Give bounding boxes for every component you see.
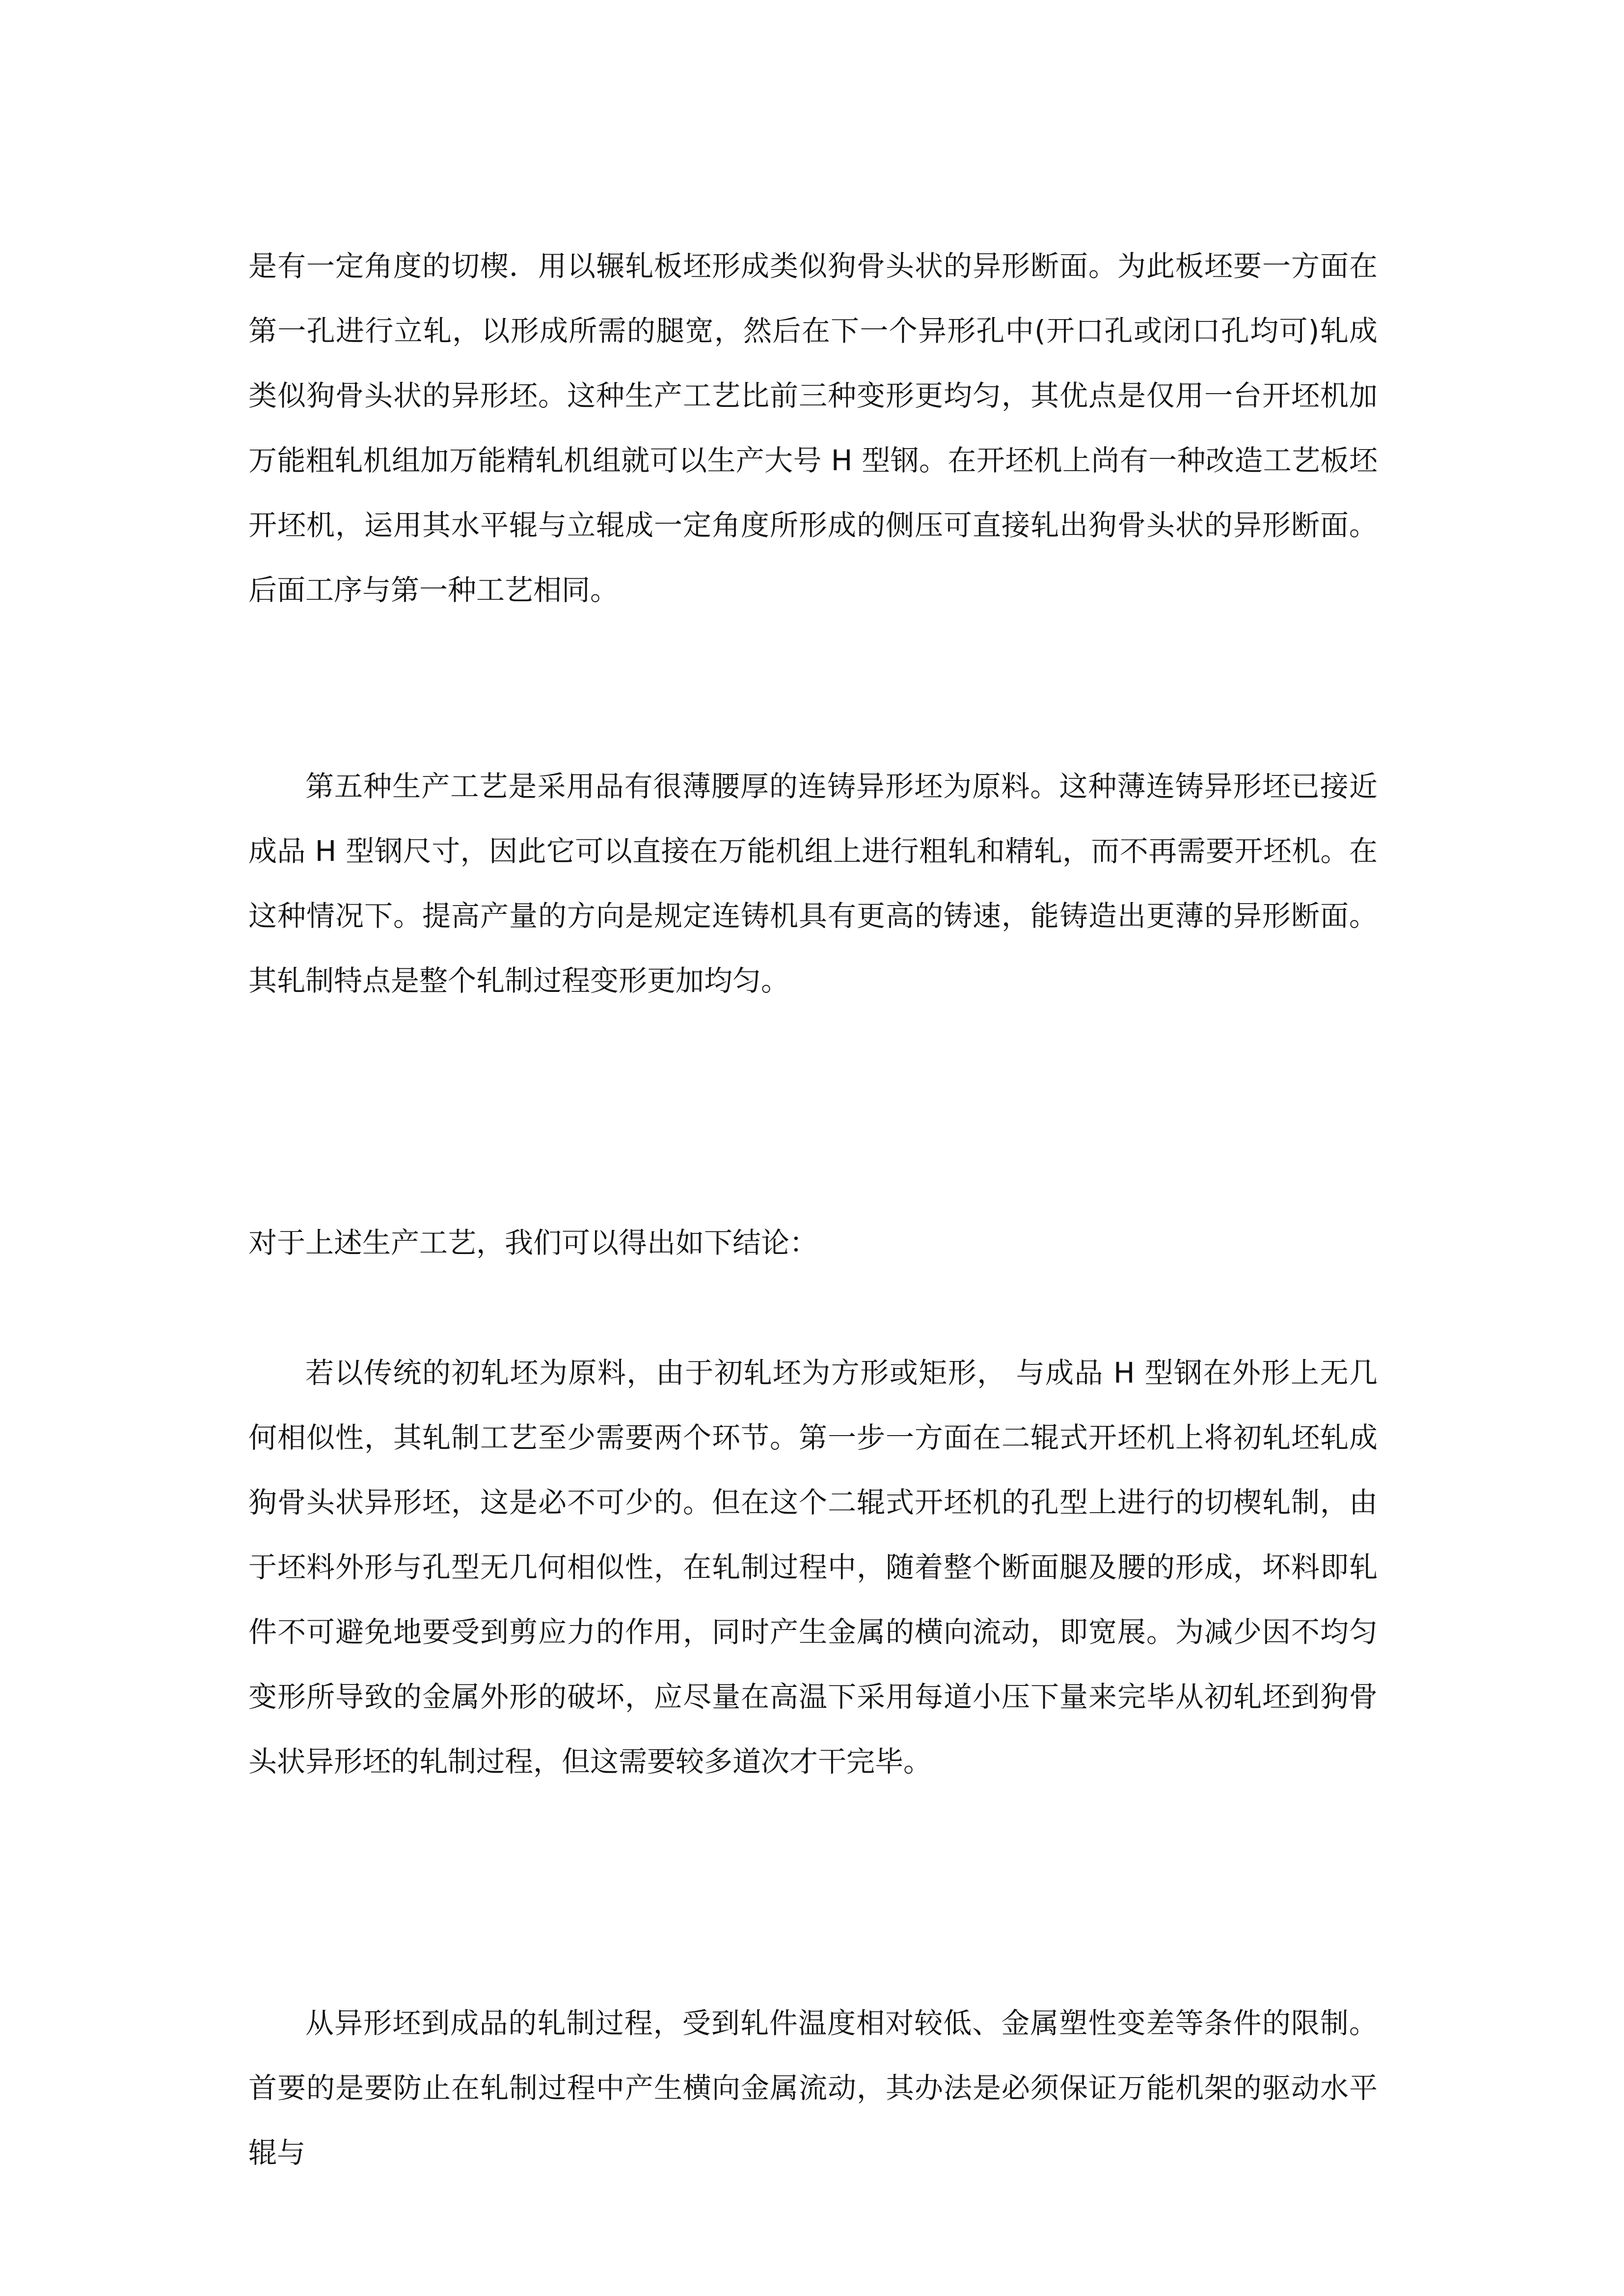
paragraph-3: 对于上述生产工艺，我们可以得出如下结论： <box>248 1226 818 1259</box>
paragraph-1: 是有一定角度的切楔．用以辗轧板坯形成类似狗骨头状的异形断面。为此板坯要一方面在第一孔进行立轧，以形成所需的腿宽，然后在下一个异形孔中(开口孔或闭口孔均可)轧成类似狗骨头状的异形坯。这种生产工艺比前三种变形更均匀，其优点是仅用一台开坯机加万能粗轧机组加万能精轧机组就可以生产大号 H 型钢。在开坯机上尚有一种改造工艺板坯开坯机，运用其水平辊与立辊成一定角度所形成的侧压可直接轧出狗骨头状的异形断面。后面工序与第一种工艺相同。 <box>248 249 1378 607</box>
paragraph-4: 若以传统的初轧坯为原料，由于初轧坯为方形或矩形， 与成品 H 型钢在外形上无几何相似性，其轧制工艺至少需要两个环节。第一步一方面在二辊式开坯机上将初轧坯轧成狗骨头状异形坯，这是必不可少的。但在这个二辊式开坯机的孔型上进行的切楔轧制，由于坯料外形与孔型无几何相似性，在轧制过程中，随着整个断面腿及腰的形成，坏料即轧件不可避免地要受到剪应力的作用，同时产生金属的横向流动，即宽展。为减少因不均匀变形所导致的金属外形的破坏，应尽量在高温下采用每道小压下量来完毕从初轧坯到狗骨头状异形坯的轧制过程，但这需要较多道次才干完毕。 <box>248 1356 1378 1778</box>
paragraph-2: 第五种生产工艺是采用品有很薄腰厚的连铸异形坯为原料。这种薄连铸异形坯已接近成品 H 型钢尺寸，因此它可以直接在万能机组上进行粗轧和精轧，而不再需要开坯机。在这种情况下。提高产量的方向是规定连铸机具有更高的铸速，能铸造出更薄的异形断面。其轧制特点是整个轧制过程变形更加均匀。 <box>248 770 1378 997</box>
paragraph-5: 从异形坯到成品的轧制过程，受到轧件温度相对较低、金属塑性变差等条件的限制。首要的是要防止在轧制过程中产生横向金属流动，其办法是必须保证万能机架的驱动水平辊与 <box>248 2006 1378 2169</box>
